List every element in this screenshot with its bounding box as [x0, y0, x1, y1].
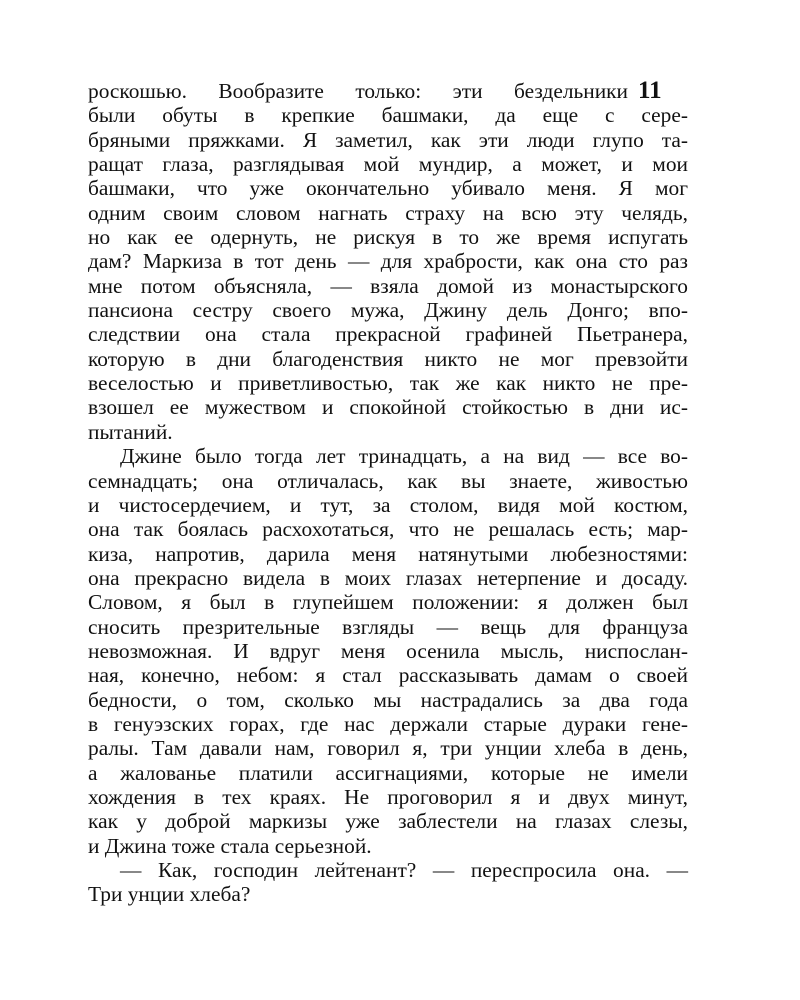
body-text	[88, 79, 688, 907]
text-line: ралы. Там давали нам, говорил я, три унции хлеба в день,	[88, 736, 688, 761]
text-line: веселостью и приветливостью, так же как никто не пре-	[88, 371, 688, 396]
text-line: пансиона сестру своего мужа, Джину дель Донго; впо-	[88, 298, 688, 323]
text-line: Словом, я был в глупейшем положении: я должен был	[88, 590, 688, 615]
text-line: одним своим словом нагнать страху на всю эту челядь,	[88, 200, 688, 225]
text-line: которую в дни благоденствия никто не мог превзойти	[88, 346, 688, 371]
text-line: она так боялась расхохотаться, что не решалась есть; мар-	[88, 517, 688, 542]
text-line: семнадцать; она отличалась, как вы знаете, живостью	[88, 468, 688, 493]
text-line: невозможная. И вдруг меня осенила мысль, ниспослан-	[88, 638, 688, 663]
text-line: ращат глаза, разглядывая мой мундир, а может, и мои	[88, 152, 688, 177]
text-line: ная, конечно, небом: я стал рассказывать дамам о своей	[88, 663, 688, 688]
text-line: и Джина тоже стала серьезной.	[88, 833, 372, 858]
text-line: хождения в тех краях. Не проговорил я и двух минут,	[88, 784, 688, 809]
text-line: как у доброй маркизы уже заблестели на глазах слезы,	[88, 809, 688, 834]
text-line: но как ее одернуть, не рискуя в то же время испугать	[88, 225, 688, 250]
text-line: киза, напротив, дарила меня натянутыми любезностями:	[88, 541, 688, 566]
text-line: башмаки, что уже окончательно убивало меня. Я мог	[88, 176, 688, 201]
page-number: 11	[638, 77, 662, 104]
text-line: Три унции хлеба?	[88, 882, 251, 907]
text-line: и чистосердечием, и тут, за столом, видя мой костюм,	[88, 492, 688, 517]
text-line: — Как, господин лейтенант? — переспросила она. —	[120, 858, 688, 882]
text-line: следствии она стала прекрасной графиней Пьетранера,	[88, 322, 688, 347]
text-line: а жалованье платили ассигнациями, которые не имели	[88, 760, 688, 785]
text-line: бряными пряжками. Я заметил, как эти люди глупо та-	[88, 127, 688, 152]
text-line: взошел ее мужеством и спокойной стойкостью в дни ис-	[88, 395, 688, 420]
text-line: были обуты в крепкие башмаки, да еще с сере-	[88, 103, 688, 128]
text-line: в генуэзских горах, где нас держали старые дураки гене-	[88, 711, 688, 736]
text-line: Джине было тогда лет тринадцать, а на вид — все во-	[120, 444, 688, 469]
text-line: сносить презрительные взгляды — вещь для француза	[88, 614, 688, 639]
text-line: мне потом объясняла, — взяла домой из монастырского	[88, 273, 688, 298]
text-line: пытаний.	[88, 419, 173, 444]
text-line: дам? Маркиза в тот день — для храбрости, как она сто раз	[88, 249, 688, 274]
text-line: она прекрасно видела в моих глазах нетерпение и досаду.	[88, 565, 688, 590]
text-line: бедности, о том, сколько мы настрадались за два года	[88, 687, 688, 712]
text-line: роскошью. Вообразите только: эти бездельники	[88, 79, 628, 103]
